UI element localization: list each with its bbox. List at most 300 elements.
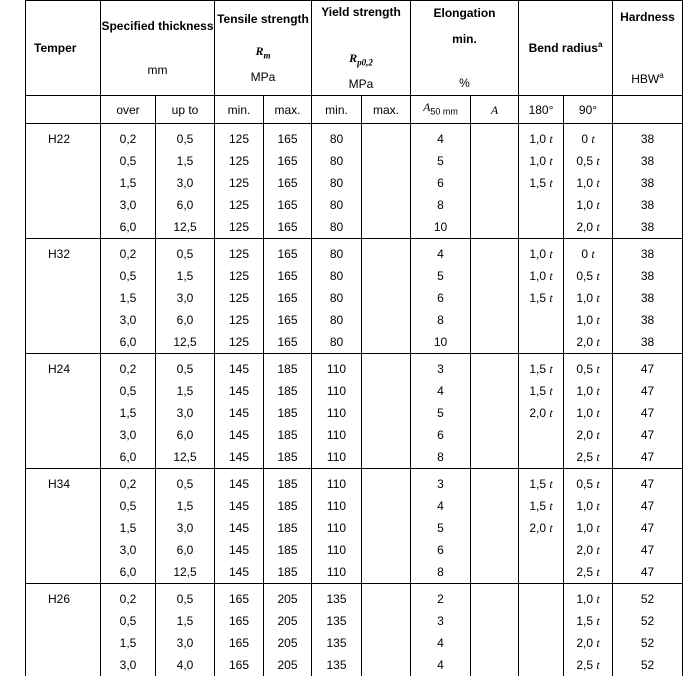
table-row — [26, 583, 683, 610]
cell-elongation-a50: 5 — [411, 517, 471, 539]
table-row — [26, 654, 683, 676]
cell-bend-90: 0 t — [564, 238, 613, 265]
cell-thickness-up-to: 3,0 — [156, 287, 215, 309]
cell-hardness: 47 — [613, 380, 683, 402]
cell-elongation-a — [471, 238, 519, 265]
cell-elongation-a — [471, 424, 519, 446]
table-row — [26, 265, 683, 287]
cell-thickness-up-to: 1,5 — [156, 610, 215, 632]
cell-bend-180: 1,5 t — [519, 495, 564, 517]
table-row — [26, 539, 683, 561]
cell-bend-180: 1,5 t — [519, 468, 564, 495]
yield-symbol: $R_{p0,2}$ — [349, 51, 373, 68]
cell-temper — [26, 265, 101, 287]
cell-yield-max — [362, 216, 411, 239]
cell-yield-max — [362, 539, 411, 561]
cell-elongation-a — [471, 446, 519, 469]
subheader-over: over — [101, 96, 156, 123]
cell-yield-min: 135 — [312, 610, 362, 632]
cell-tensile-max: 165 — [264, 123, 312, 150]
cell-elongation-a50: 8 — [411, 194, 471, 216]
cell-elongation-a50: 8 — [411, 309, 471, 331]
cell-tensile-max: 185 — [264, 402, 312, 424]
thickness-unit: mm — [147, 63, 168, 78]
cell-yield-min: 80 — [312, 150, 362, 172]
cell-bend-90: 2,5 t — [564, 654, 613, 676]
cell-thickness-up-to: 1,5 — [156, 150, 215, 172]
cell-yield-min: 80 — [312, 123, 362, 150]
cell-yield-min: 80 — [312, 309, 362, 331]
cell-yield-max — [362, 194, 411, 216]
cell-yield-min: 80 — [312, 194, 362, 216]
cell-elongation-a — [471, 150, 519, 172]
cell-elongation-a50: 6 — [411, 287, 471, 309]
cell-temper — [26, 331, 101, 354]
cell-thickness-over: 3,0 — [101, 194, 156, 216]
cell-tensile-min: 145 — [215, 353, 264, 380]
cell-tensile-min: 125 — [215, 238, 264, 265]
subheader-hardness-empty — [613, 96, 683, 123]
cell-bend-90: 1,0 t — [564, 495, 613, 517]
cell-thickness-over: 0,2 — [101, 238, 156, 265]
cell-tensile-min: 125 — [215, 123, 264, 150]
cell-yield-max — [362, 238, 411, 265]
cell-elongation-a — [471, 194, 519, 216]
cell-thickness-over: 0,5 — [101, 265, 156, 287]
table-row — [26, 610, 683, 632]
cell-hardness: 47 — [613, 539, 683, 561]
cell-hardness: 38 — [613, 150, 683, 172]
cell-yield-min: 110 — [312, 402, 362, 424]
cell-thickness-up-to: 12,5 — [156, 446, 215, 469]
cell-hardness: 38 — [613, 309, 683, 331]
cell-thickness-up-to: 0,5 — [156, 353, 215, 380]
table-row — [26, 172, 683, 194]
cell-elongation-a — [471, 287, 519, 309]
cell-yield-min: 110 — [312, 517, 362, 539]
cell-temper — [26, 380, 101, 402]
cell-bend-180 — [519, 539, 564, 561]
cell-bend-180 — [519, 446, 564, 469]
cell-thickness-up-to: 0,5 — [156, 238, 215, 265]
subheader-a: A — [471, 96, 519, 123]
cell-elongation-a — [471, 216, 519, 239]
cell-hardness: 38 — [613, 265, 683, 287]
cell-elongation-a — [471, 654, 519, 676]
subheader-yield-max: max. — [362, 96, 411, 123]
cell-bend-90: 0,5 t — [564, 468, 613, 495]
cell-tensile-min: 145 — [215, 561, 264, 584]
cell-hardness: 38 — [613, 172, 683, 194]
cell-thickness-over: 0,2 — [101, 468, 156, 495]
cell-elongation-a — [471, 353, 519, 380]
cell-yield-min: 110 — [312, 561, 362, 584]
cell-bend-180 — [519, 632, 564, 654]
cell-thickness-up-to: 3,0 — [156, 402, 215, 424]
cell-yield-min: 135 — [312, 654, 362, 676]
cell-thickness-up-to: 0,5 — [156, 468, 215, 495]
cell-yield-max — [362, 424, 411, 446]
cell-temper — [26, 150, 101, 172]
cell-tensile-max: 165 — [264, 194, 312, 216]
cell-bend-180: 2,0 t — [519, 402, 564, 424]
table-row — [26, 287, 683, 309]
cell-yield-max — [362, 331, 411, 354]
cell-bend-90: 0,5 t — [564, 150, 613, 172]
cell-temper — [26, 424, 101, 446]
cell-elongation-a50: 4 — [411, 123, 471, 150]
subheader-up-to: up to — [156, 96, 215, 123]
subheader-tensile-min: min. — [215, 96, 264, 123]
cell-tensile-min: 125 — [215, 331, 264, 354]
cell-bend-90: 1,0 t — [564, 517, 613, 539]
cell-bend-180: 1,5 t — [519, 380, 564, 402]
cell-tensile-min: 145 — [215, 424, 264, 446]
cell-elongation-a — [471, 402, 519, 424]
header-elongation: Elongation min. % — [411, 1, 519, 96]
subheader-yield-min: min. — [312, 96, 362, 123]
cell-temper — [26, 172, 101, 194]
cell-tensile-min: 125 — [215, 172, 264, 194]
cell-thickness-up-to: 0,5 — [156, 123, 215, 150]
cell-tensile-min: 145 — [215, 495, 264, 517]
cell-bend-90: 2,5 t — [564, 446, 613, 469]
cell-thickness-over: 1,5 — [101, 172, 156, 194]
cell-elongation-a50: 4 — [411, 495, 471, 517]
cell-bend-90: 2,0 t — [564, 216, 613, 239]
cell-elongation-a50: 10 — [411, 216, 471, 239]
cell-bend-180 — [519, 424, 564, 446]
cell-tensile-min: 125 — [215, 194, 264, 216]
cell-hardness: 47 — [613, 446, 683, 469]
cell-elongation-a50: 3 — [411, 353, 471, 380]
cell-elongation-a50: 8 — [411, 561, 471, 584]
cell-tensile-min: 125 — [215, 150, 264, 172]
cell-hardness: 47 — [613, 424, 683, 446]
cell-temper — [26, 216, 101, 239]
header-thickness: Specified thickness mm — [101, 1, 215, 96]
cell-elongation-a50: 6 — [411, 424, 471, 446]
cell-thickness-over: 1,5 — [101, 287, 156, 309]
cell-yield-max — [362, 654, 411, 676]
cell-thickness-up-to: 6,0 — [156, 539, 215, 561]
cell-yield-min: 80 — [312, 172, 362, 194]
cell-thickness-up-to: 1,5 — [156, 265, 215, 287]
cell-temper — [26, 194, 101, 216]
cell-elongation-a — [471, 610, 519, 632]
cell-bend-180: 1,5 t — [519, 353, 564, 380]
cell-tensile-min: 125 — [215, 216, 264, 239]
cell-tensile-min: 145 — [215, 539, 264, 561]
cell-bend-90: 1,0 t — [564, 583, 613, 610]
cell-tensile-min: 145 — [215, 446, 264, 469]
cell-yield-max — [362, 265, 411, 287]
table-row — [26, 468, 683, 495]
cell-elongation-a50: 5 — [411, 150, 471, 172]
cell-elongation-a50: 5 — [411, 402, 471, 424]
cell-hardness: 47 — [613, 561, 683, 584]
cell-yield-max — [362, 495, 411, 517]
table-row — [26, 331, 683, 354]
cell-thickness-over: 6,0 — [101, 216, 156, 239]
cell-bend-180: 1,0 t — [519, 265, 564, 287]
header-temper: Temper — [26, 1, 101, 96]
cell-yield-max — [362, 517, 411, 539]
cell-bend-90: 1,0 t — [564, 287, 613, 309]
cell-yield-min: 110 — [312, 495, 362, 517]
cell-yield-min: 80 — [312, 331, 362, 354]
cell-thickness-up-to: 6,0 — [156, 194, 215, 216]
cell-yield-min: 110 — [312, 353, 362, 380]
cell-hardness: 47 — [613, 353, 683, 380]
cell-bend-90: 1,0 t — [564, 309, 613, 331]
cell-tensile-max: 185 — [264, 561, 312, 584]
cell-tensile-max: 165 — [264, 309, 312, 331]
cell-bend-180 — [519, 331, 564, 354]
cell-hardness: 38 — [613, 123, 683, 150]
cell-thickness-up-to: 3,0 — [156, 632, 215, 654]
cell-temper: H34 — [26, 468, 101, 495]
cell-hardness: 38 — [613, 216, 683, 239]
cell-bend-180: 1,0 t — [519, 238, 564, 265]
cell-elongation-a — [471, 517, 519, 539]
table-row — [26, 495, 683, 517]
cell-temper: H24 — [26, 353, 101, 380]
table-row — [26, 402, 683, 424]
cell-yield-max — [362, 583, 411, 610]
cell-elongation-a50: 4 — [411, 238, 471, 265]
cell-tensile-max: 185 — [264, 539, 312, 561]
cell-temper — [26, 517, 101, 539]
cell-elongation-a50: 6 — [411, 539, 471, 561]
table-row — [26, 632, 683, 654]
cell-tensile-min: 145 — [215, 402, 264, 424]
cell-elongation-a — [471, 123, 519, 150]
subheader-bend-90: 90° — [564, 96, 613, 123]
cell-temper — [26, 561, 101, 584]
cell-elongation-a — [471, 583, 519, 610]
cell-bend-180 — [519, 583, 564, 610]
cell-temper — [26, 539, 101, 561]
cell-hardness: 38 — [613, 238, 683, 265]
cell-thickness-up-to: 6,0 — [156, 424, 215, 446]
cell-bend-180 — [519, 194, 564, 216]
cell-bend-180 — [519, 610, 564, 632]
cell-temper — [26, 495, 101, 517]
cell-elongation-a50: 5 — [411, 265, 471, 287]
cell-yield-min: 110 — [312, 446, 362, 469]
cell-thickness-up-to: 3,0 — [156, 517, 215, 539]
cell-hardness: 52 — [613, 583, 683, 610]
cell-thickness-up-to: 1,5 — [156, 495, 215, 517]
cell-thickness-over: 3,0 — [101, 424, 156, 446]
cell-thickness-up-to: 3,0 — [156, 172, 215, 194]
cell-thickness-over: 0,5 — [101, 150, 156, 172]
cell-thickness-over: 0,5 — [101, 610, 156, 632]
cell-hardness: 52 — [613, 610, 683, 632]
cell-yield-min: 110 — [312, 539, 362, 561]
cell-thickness-over: 1,5 — [101, 517, 156, 539]
cell-yield-max — [362, 172, 411, 194]
cell-yield-min: 80 — [312, 265, 362, 287]
header-bend-radius: Bend radius$^a$ — [519, 1, 613, 96]
cell-yield-min: 110 — [312, 468, 362, 495]
cell-bend-180 — [519, 561, 564, 584]
cell-thickness-over: 3,0 — [101, 309, 156, 331]
table-body — [26, 123, 683, 676]
table-row — [26, 517, 683, 539]
cell-tensile-min: 145 — [215, 380, 264, 402]
cell-temper — [26, 610, 101, 632]
table-row — [26, 561, 683, 584]
table-row — [26, 424, 683, 446]
table-row — [26, 353, 683, 380]
cell-bend-180: 1,5 t — [519, 287, 564, 309]
cell-tensile-max: 165 — [264, 150, 312, 172]
cell-elongation-a50: 4 — [411, 632, 471, 654]
cell-yield-max — [362, 380, 411, 402]
cell-tensile-max: 185 — [264, 446, 312, 469]
cell-tensile-max: 205 — [264, 654, 312, 676]
cell-bend-180: 1,0 t — [519, 150, 564, 172]
table-row — [26, 216, 683, 239]
cell-tensile-min: 165 — [215, 610, 264, 632]
cell-tensile-max: 165 — [264, 331, 312, 354]
cell-bend-180 — [519, 654, 564, 676]
cell-yield-max — [362, 468, 411, 495]
elongation-unit: % — [459, 76, 470, 91]
cell-bend-90: 2,5 t — [564, 561, 613, 584]
header-hardness: Hardness HBW$^a$ — [613, 1, 683, 96]
cell-thickness-over: 1,5 — [101, 632, 156, 654]
cell-yield-max — [362, 150, 411, 172]
cell-bend-180: 1,5 t — [519, 172, 564, 194]
cell-tensile-max: 205 — [264, 610, 312, 632]
cell-elongation-a50: 4 — [411, 380, 471, 402]
cell-tensile-min: 125 — [215, 309, 264, 331]
tensile-unit: MPa — [250, 70, 276, 85]
cell-thickness-up-to: 4,0 — [156, 654, 215, 676]
cell-thickness-up-to: 12,5 — [156, 331, 215, 354]
cell-tensile-max: 185 — [264, 495, 312, 517]
cell-yield-max — [362, 632, 411, 654]
cell-tensile-max: 185 — [264, 468, 312, 495]
cell-elongation-a — [471, 331, 519, 354]
cell-temper — [26, 309, 101, 331]
cell-yield-max — [362, 353, 411, 380]
cell-elongation-a — [471, 468, 519, 495]
cell-hardness: 52 — [613, 654, 683, 676]
cell-hardness: 47 — [613, 402, 683, 424]
header-yield-strength: Yield strength $R_{p0,2}$ MPa — [312, 1, 411, 96]
cell-thickness-up-to: 12,5 — [156, 561, 215, 584]
cell-tensile-max: 185 — [264, 353, 312, 380]
cell-bend-180 — [519, 216, 564, 239]
cell-elongation-a — [471, 172, 519, 194]
cell-thickness-over: 0,5 — [101, 495, 156, 517]
subheader-temper-empty — [26, 96, 101, 123]
cell-elongation-a — [471, 561, 519, 584]
cell-thickness-over: 6,0 — [101, 331, 156, 354]
cell-thickness-over: 3,0 — [101, 654, 156, 676]
cell-bend-90: 1,0 t — [564, 402, 613, 424]
cell-elongation-a50: 8 — [411, 446, 471, 469]
cell-temper — [26, 632, 101, 654]
cell-temper — [26, 402, 101, 424]
cell-yield-max — [362, 610, 411, 632]
table-row — [26, 123, 683, 150]
cell-hardness: 38 — [613, 194, 683, 216]
cell-thickness-up-to: 0,5 — [156, 583, 215, 610]
cell-hardness: 52 — [613, 632, 683, 654]
cell-tensile-min: 125 — [215, 287, 264, 309]
cell-bend-90: 1,0 t — [564, 172, 613, 194]
cell-hardness: 38 — [613, 331, 683, 354]
cell-yield-min: 135 — [312, 583, 362, 610]
cell-bend-180: 2,0 t — [519, 517, 564, 539]
table-row — [26, 380, 683, 402]
cell-tensile-max: 165 — [264, 265, 312, 287]
cell-elongation-a50: 3 — [411, 610, 471, 632]
cell-thickness-over: 0,2 — [101, 583, 156, 610]
cell-temper — [26, 446, 101, 469]
cell-temper — [26, 287, 101, 309]
cell-thickness-over: 1,5 — [101, 402, 156, 424]
cell-thickness-over: 6,0 — [101, 561, 156, 584]
cell-tensile-min: 145 — [215, 517, 264, 539]
table-row — [26, 309, 683, 331]
cell-thickness-over: 3,0 — [101, 539, 156, 561]
subheader-bend-180: 180° — [519, 96, 564, 123]
cell-tensile-min: 125 — [215, 265, 264, 287]
cell-thickness-up-to: 1,5 — [156, 380, 215, 402]
cell-tensile-min: 165 — [215, 632, 264, 654]
cell-yield-max — [362, 287, 411, 309]
cell-yield-max — [362, 561, 411, 584]
cell-bend-180 — [519, 309, 564, 331]
cell-yield-max — [362, 123, 411, 150]
cell-thickness-over: 0,5 — [101, 380, 156, 402]
table-row — [26, 446, 683, 469]
cell-yield-min: 135 — [312, 632, 362, 654]
cell-yield-min: 110 — [312, 424, 362, 446]
subheader-tensile-max: max. — [264, 96, 312, 123]
cell-hardness: 47 — [613, 495, 683, 517]
cell-elongation-a — [471, 265, 519, 287]
cell-hardness: 47 — [613, 517, 683, 539]
cell-bend-90: 0 t — [564, 123, 613, 150]
cell-bend-90: 2,0 t — [564, 539, 613, 561]
cell-temper: H26 — [26, 583, 101, 610]
cell-thickness-over: 0,2 — [101, 353, 156, 380]
cell-elongation-a50: 4 — [411, 654, 471, 676]
cell-tensile-max: 205 — [264, 632, 312, 654]
cell-thickness-up-to: 12,5 — [156, 216, 215, 239]
cell-yield-max — [362, 446, 411, 469]
cell-tensile-min: 165 — [215, 654, 264, 676]
cell-bend-90: 2,0 t — [564, 331, 613, 354]
cell-elongation-a — [471, 632, 519, 654]
cell-yield-min: 80 — [312, 216, 362, 239]
cell-elongation-a — [471, 380, 519, 402]
cell-bend-90: 1,0 t — [564, 380, 613, 402]
cell-elongation-a50: 2 — [411, 583, 471, 610]
tensile-symbol: $R_m$ — [255, 44, 271, 61]
table-row — [26, 238, 683, 265]
cell-yield-min: 110 — [312, 380, 362, 402]
cell-temper: H22 — [26, 123, 101, 150]
cell-tensile-max: 165 — [264, 172, 312, 194]
